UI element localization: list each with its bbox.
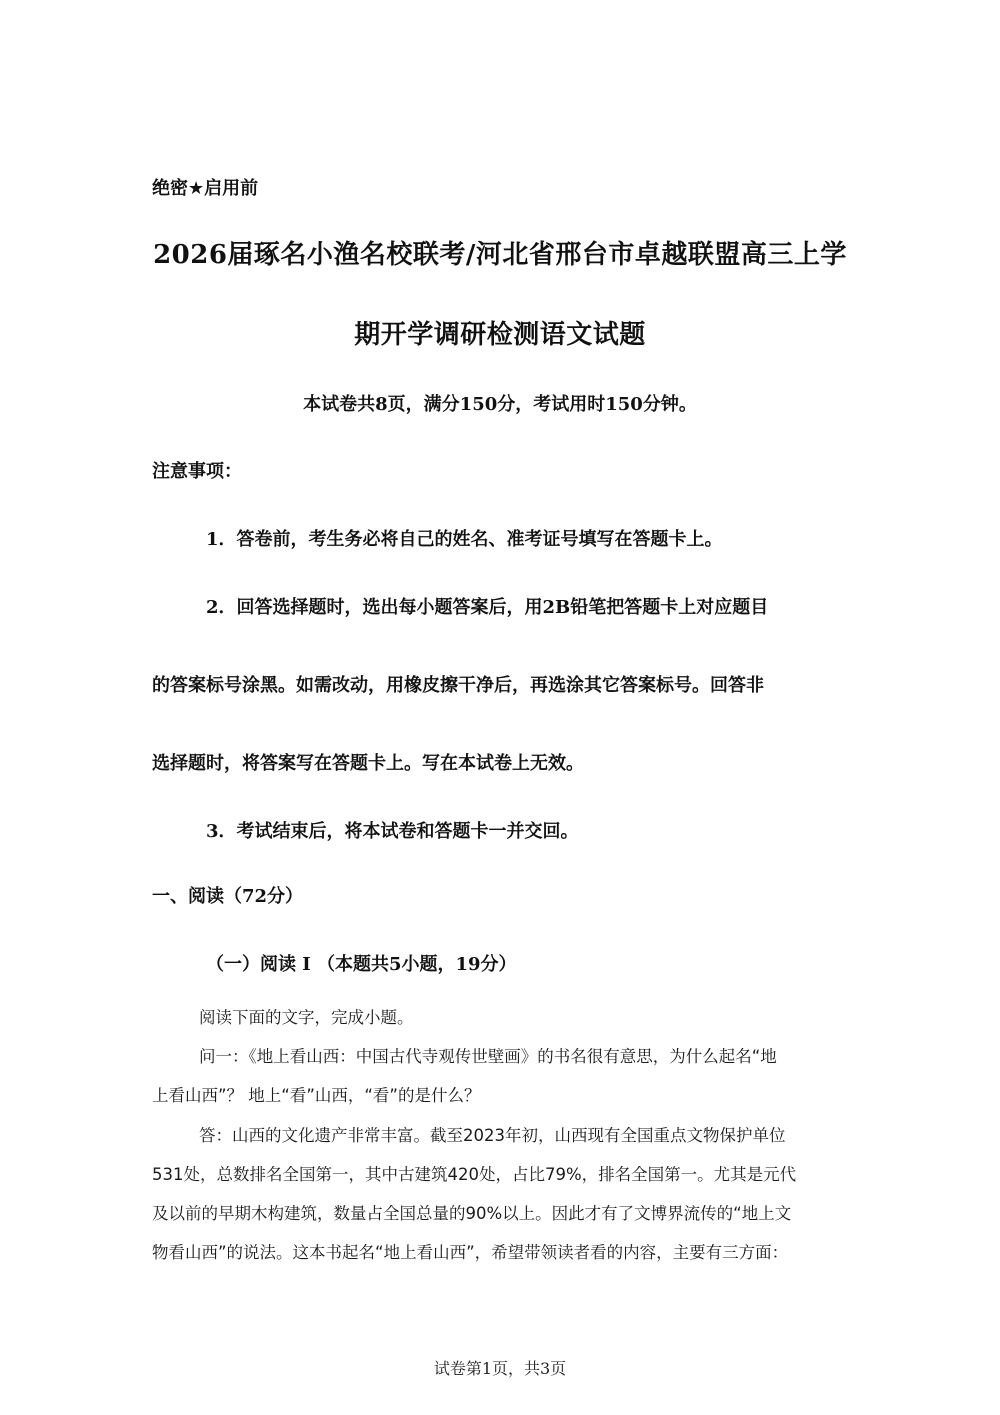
passage-line: 问一：《地上看山西：中国古代寺观传世壁画》的书名很有意思，为什么起名“地: [199, 1047, 777, 1066]
passage-line: 上看山西”？ 地上“看”山西，“看”的是什么？: [152, 1086, 481, 1105]
notes-heading: 注意事项：: [152, 461, 242, 482]
passage-line: 答：山西的文化遗产非常丰富。截至2023年初，山西现有全国重点文物保护单位: [199, 1126, 786, 1145]
note-line: 3．考试结束后，将本试卷和答题卡一并交回。: [206, 821, 579, 842]
exam-title-line-2: 期开学调研检测语文试题: [354, 320, 646, 350]
note-line: 2．回答选择题时，选出每小题答案后，用2B铅笔把答题卡上对应题目: [206, 597, 769, 618]
exam-info: 本试卷共8页，满分150分，考试用时150分钟。: [303, 394, 697, 415]
passage-line: 物看山西”的说法。这本书起名“地上看山西”，希望带领读者看的内容，主要有三方面：: [152, 1243, 789, 1262]
section-heading: 一、阅读（72分）: [152, 886, 304, 907]
page-footer: 试卷第1页，共3页: [433, 1359, 567, 1378]
subsection-heading: （一）阅读 I （本题共5小题，19分）: [206, 954, 517, 975]
passage-line: 531处，总数排名全国第一，其中古建筑420处，占比79%，排名全国第一。尤其是元代: [152, 1165, 797, 1184]
exam-title-line-1: 2026届琢名小渔名校联考/河北省邢台市卓越联盟高三上学: [153, 240, 847, 270]
passage-line: 及以前的早期木构建筑，数量占全国总量的90%以上。因此才有了文博界流传的“地上文: [152, 1204, 792, 1223]
note-line: 1．答卷前，考生务必将自己的姓名、准考证号填写在答题卡上。: [206, 529, 723, 550]
note-line: 的答案标号涂黑。如需改动，用橡皮擦干净后，再选涂其它答案标号。回答非: [152, 675, 764, 696]
passage-line: 阅读下面的文字，完成小题。: [199, 1008, 414, 1027]
note-line: 选择题时，将答案写在答题卡上。写在本试卷上无效。: [152, 753, 584, 774]
confidential-label: 绝密★启用前: [152, 178, 259, 199]
